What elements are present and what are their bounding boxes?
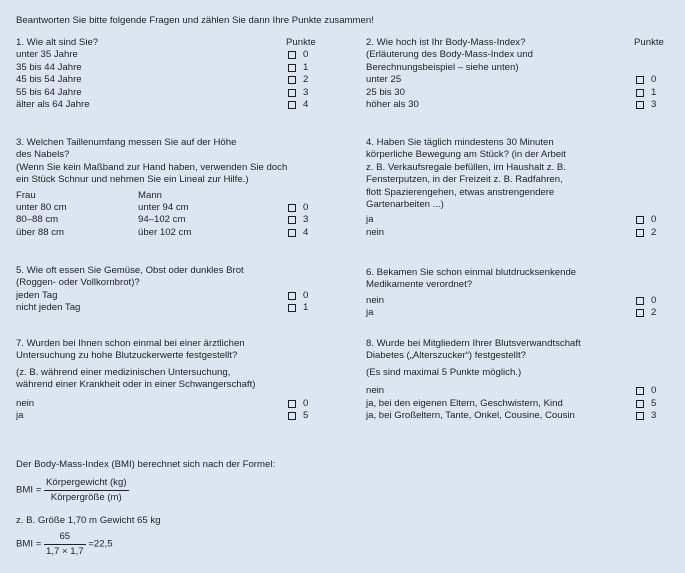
list-item: über 88 cm über 102 cm 4 — [16, 226, 309, 238]
list-item: unter 35 Jahre 0 — [16, 49, 309, 61]
checkbox[interactable] — [288, 216, 296, 224]
list-item: älter als 64 Jahre 4 — [16, 98, 309, 110]
question-title: (Roggen- oder Vollkornbrot)? — [16, 277, 140, 289]
question-2 — [366, 37, 676, 111]
question-5 — [16, 265, 336, 315]
list-item: 55 bis 64 Jahre 3 — [16, 86, 309, 98]
question-title: 7. Wurden bei Ihnen schon einmal bei einer ärztlichen — [16, 338, 245, 349]
list-item: 25 bis 30 1 — [366, 86, 657, 98]
question-8 — [366, 338, 676, 422]
question-note: während einer Krankheit oder in einer Schwangerschaft) — [16, 379, 256, 391]
list-item: ja 5 — [16, 409, 309, 421]
list-item: 35 bis 44 Jahre 1 — [16, 61, 309, 73]
checkbox[interactable] — [636, 400, 644, 408]
question-note: z. B. Verkaufsregale befüllen, im Haushalt z. B. — [366, 161, 566, 173]
checkbox[interactable] — [636, 76, 644, 84]
question-note: ein Stück Schnur und nehmen Sie ein Lineal zur Hilfe.) — [16, 174, 249, 186]
bmi-example-fraction: $\frac{65}{1,7 \times 1,7}$ — [46, 531, 84, 558]
list-item: unter 80 cm unter 94 cm 0 — [16, 201, 309, 213]
question-title: 1. Wie alt sind Sie? Punkte — [16, 37, 316, 48]
list-item: ja 2 — [366, 307, 657, 319]
list-item: nicht jeden Tag 1 — [16, 302, 309, 314]
bmi-fraction: $\frac{\text{Körpergewicht (kg)}}{\text{Körpergröße (m)}}$ — [46, 477, 127, 504]
question-title: 8. Wurde bei Mitgliedern Ihrer Blutsverwandtschaft — [366, 338, 581, 349]
checkbox[interactable] — [636, 387, 644, 395]
checkbox[interactable] — [288, 76, 296, 84]
checkbox[interactable] — [636, 89, 644, 97]
question-4 — [366, 137, 676, 239]
bmi-example: z. B. Größe 1,70 m Gewicht 65 kg — [16, 515, 161, 526]
checkbox[interactable] — [288, 51, 296, 59]
question-7 — [16, 338, 336, 422]
question-note: Fensterputzen, in der Freizeit z. B. Radfahren, — [366, 174, 563, 186]
checkbox[interactable] — [636, 309, 644, 317]
list-item: nein 2 — [366, 226, 657, 238]
question-title: Diabetes („Alterszucker“) festgestellt? — [366, 350, 526, 362]
checkbox[interactable] — [288, 400, 296, 408]
checkbox[interactable] — [636, 297, 644, 305]
question-3 — [16, 137, 336, 239]
checkbox[interactable] — [288, 64, 296, 72]
list-item: ja, bei Großeltern, Tante, Onkel, Cousine, Cousin 3 — [366, 409, 657, 421]
list-item: nein 0 — [16, 397, 309, 409]
question-title: 4. Haben Sie täglich mindestens 30 Minuten — [366, 137, 554, 148]
list-item: unter 25 0 — [366, 74, 657, 86]
question-note: (Wenn Sie kein Maßband zur Hand haben, verwenden Sie doch — [16, 161, 288, 173]
bmi-formula: BMI = $\frac{\text{Körpergewicht (kg)}}{\text{Körpergröße (m)}}$ — [16, 477, 127, 504]
checkbox[interactable] — [288, 292, 296, 300]
list-item: nein 0 — [366, 294, 657, 306]
question-title: 6. Bekamen Sie schon einmal blutdrucksenkende — [366, 267, 577, 278]
question-note: (Es sind maximal 5 Punkte möglich.) — [366, 366, 522, 378]
list-item: ja, bei den eigenen Eltern, Geschwistern, Kind 5 — [366, 397, 657, 409]
bmi-result: =22,5 — [88, 538, 113, 550]
list-item: jeden Tag 0 — [16, 289, 309, 301]
question-title: körperliche Bewegung am Stück? (in der Arbeit — [366, 149, 566, 161]
list-item: 80–88 cm 94–102 cm 3 — [16, 214, 309, 226]
question-title: 2. Wie hoch ist Ihr Body-Mass-Index? Punkte — [366, 37, 664, 48]
list-item: nein 0 — [366, 385, 657, 397]
question-title: 5. Wie oft essen Sie Gemüse, Obst oder dunkles Brot — [16, 265, 244, 276]
points-header: Punkte — [286, 37, 316, 48]
question-title: Untersuchung zu hohe Blutzuckerwerte festgestellt? — [16, 350, 238, 362]
question-note: (Erläuterung des Body-Mass-Index und — [366, 49, 533, 61]
checkbox[interactable] — [288, 101, 296, 109]
intro-text: Beantworten Sie bitte folgende Fragen und zählen Sie dann Ihre Punkte zusammen! — [16, 15, 374, 26]
question-title: 3. Welchen Taillenumfang messen Sie auf der Höhe — [16, 137, 237, 148]
points-header: Punkte — [634, 37, 664, 48]
checkbox[interactable] — [288, 204, 296, 212]
bmi-intro: Der Body-Mass-Index (BMI) berechnet sich nach der Formel: — [16, 459, 276, 470]
list-item: höher als 30 3 — [366, 98, 657, 110]
question-note: flott Spazierengehen, etwas anstrengendere — [366, 186, 555, 198]
list-item: ja 0 — [366, 214, 657, 226]
question-title: des Nabels? — [16, 149, 70, 161]
checkbox[interactable] — [636, 101, 644, 109]
checkbox[interactable] — [636, 229, 644, 237]
question-note: Berechnungsbeispiel – siehe unten) — [366, 61, 519, 73]
checkbox[interactable] — [288, 229, 296, 237]
column-headers: Frau Mann — [16, 189, 162, 201]
checkbox[interactable] — [288, 89, 296, 97]
question-1 — [16, 37, 316, 111]
checkbox[interactable] — [636, 412, 644, 420]
question-title: Medikamente verordnet? — [366, 279, 473, 291]
checkbox[interactable] — [636, 216, 644, 224]
bmi-example-formula: BMI = $\frac{65}{1,7 \times 1,7}$ =22,5 — [16, 531, 113, 558]
checkbox[interactable] — [288, 304, 296, 312]
question-6 — [366, 267, 676, 320]
list-item: 45 bis 54 Jahre 2 — [16, 74, 309, 86]
question-note: (z. B. während einer medizinischen Untersuchung, — [16, 366, 231, 378]
question-note: Gartenarbeiten ...) — [366, 198, 444, 210]
checkbox[interactable] — [288, 412, 296, 420]
